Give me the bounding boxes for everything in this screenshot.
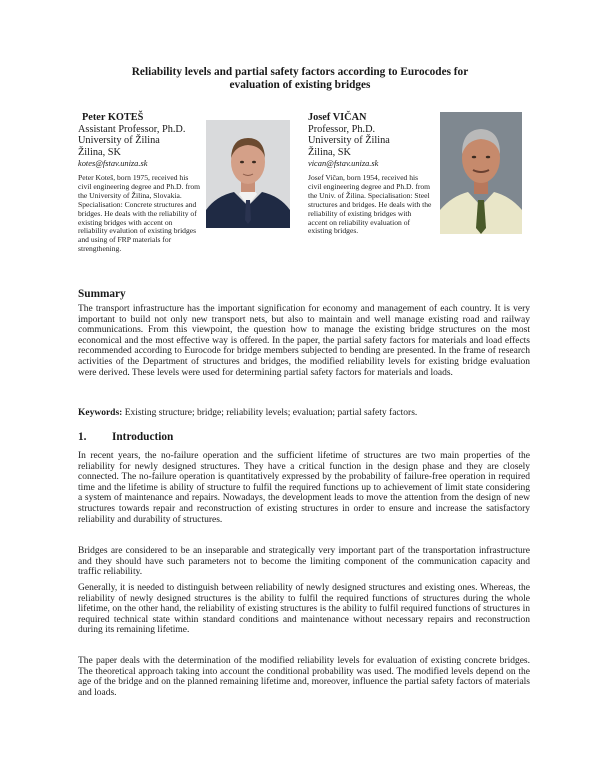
keywords-line: [78, 408, 530, 419]
section-heading-introduction: [78, 431, 173, 443]
author-name: Peter KOTEŠ: [82, 112, 144, 123]
paper-title: [95, 66, 505, 92]
author-photo-vican: [440, 112, 522, 234]
author-city: Žilina, SK: [78, 146, 121, 158]
author-city: Žilina, SK: [308, 146, 351, 158]
summary-heading: Summary: [78, 288, 126, 300]
author-photo-kotes: [206, 120, 290, 228]
author-email: kotes@fstav.uniza.sk: [78, 159, 148, 168]
intro-paragraph-1: In recent years, the no-failure operation and the sufficient lifetime of structures are two main properties of the reliability for newly designed structures. They have a critical function in the design phase and they are closely connected. The no-failure operation is quantitatively expressed by the probability of failure-free operation in required time and the lifetime is ability of structure to fulfil the required functions up to achievement of limit state considering a system of maintenance and repairs. Nowadays, the development leads to move the attention from the design of new structures towards repair and reconstruction of existing structures in order to ensure and increase the satisfactory reliability and durability of structures.: [78, 451, 530, 525]
paper-title-line-2: evaluation of existing bridges: [229, 79, 371, 91]
section-number: 1.: [78, 431, 87, 443]
summary-text: The transport infrastructure has the important signification for economy and management of each country. It is very important to build not only new transport nets, but also to maintain and well manage existing road and railway communications. From this viewpoint, the question how to manage the existing bridge structures on the most economical and the most effective way is offered. In the paper, the partial safety factors for materials and load effects recommended according to Eurocode for bridge members subjected to bending are presented. In the frame of research activities of the Department of structures and bridges, the modified reliability levels for existing bridge evaluation were derived. These levels were used for determining partial safety factors for materials and loads.: [78, 304, 530, 378]
author-bio: Josef Vičan, born 1954, received his civil engineering degree and Ph.D. from the Univ. of Žilina. Specialisation: Steel structures and bridges. He deals with the reliability of existing bridges with accent on reliability evaluation of existing bridges.: [308, 173, 432, 236]
intro-paragraph-4: The paper deals with the determination of the modified reliability levels for evaluation of existing concrete bridges. The theoretical approach taking into account the conditional probability was used. The modified levels depend on the age of the bridge and on the planned remaining lifetime and, moreover, influence the partial safety factors of materials and loads.: [78, 656, 530, 698]
author-affiliation: University of Žilina: [78, 135, 160, 146]
author-bio: Peter Koteš, born 1975, received his civil engineering degree and Ph.D. from the University of Žilina, Slovakia. Specialisation: Concrete structures and bridges. He deals with the reliability of existing bridges with accent on reliability evalution of existing bridges and using of FRP materials for strengthening.: [78, 173, 201, 254]
keywords-text: Existing structure; bridge; reliability levels; evaluation; partial safety factors.: [124, 408, 418, 418]
author-email: vican@fstav.uniza.sk: [308, 159, 379, 168]
keywords-label: Keywords:: [78, 408, 123, 418]
author-affiliation: University of Žilina: [308, 135, 390, 146]
author-block-vican: [308, 112, 432, 236]
author-block-kotes: [78, 112, 202, 254]
section-title: Introduction: [112, 431, 174, 443]
author-role: Assistant Professor, Ph.D.: [78, 123, 186, 135]
intro-paragraph-2: Bridges are considered to be an inseparable and strategically very important part of the transportation infrastructure and they should have such parameters not to become the limiting component of the communication capacity and traffic reliability.: [78, 546, 530, 578]
paper-title-line-1: Reliability levels and partial safety factors according to Eurocodes for: [131, 66, 469, 78]
author-name: Josef VIČAN: [308, 112, 367, 123]
author-role: Professor, Ph.D.: [308, 123, 376, 135]
intro-paragraph-3: Generally, it is needed to distinguish between reliability of newly designed structures and existing ones. Whereas, the reliability of newly designed structures is the ability to fulfil the required functions of structures during the whole lifetime, on the other hand, the reliability of existing structures is the ability to fulfil required functions of structures in required technical state within standard conditions and maintenance without necessary repairs and reconstruction during its remaining lifetime.: [78, 583, 530, 636]
